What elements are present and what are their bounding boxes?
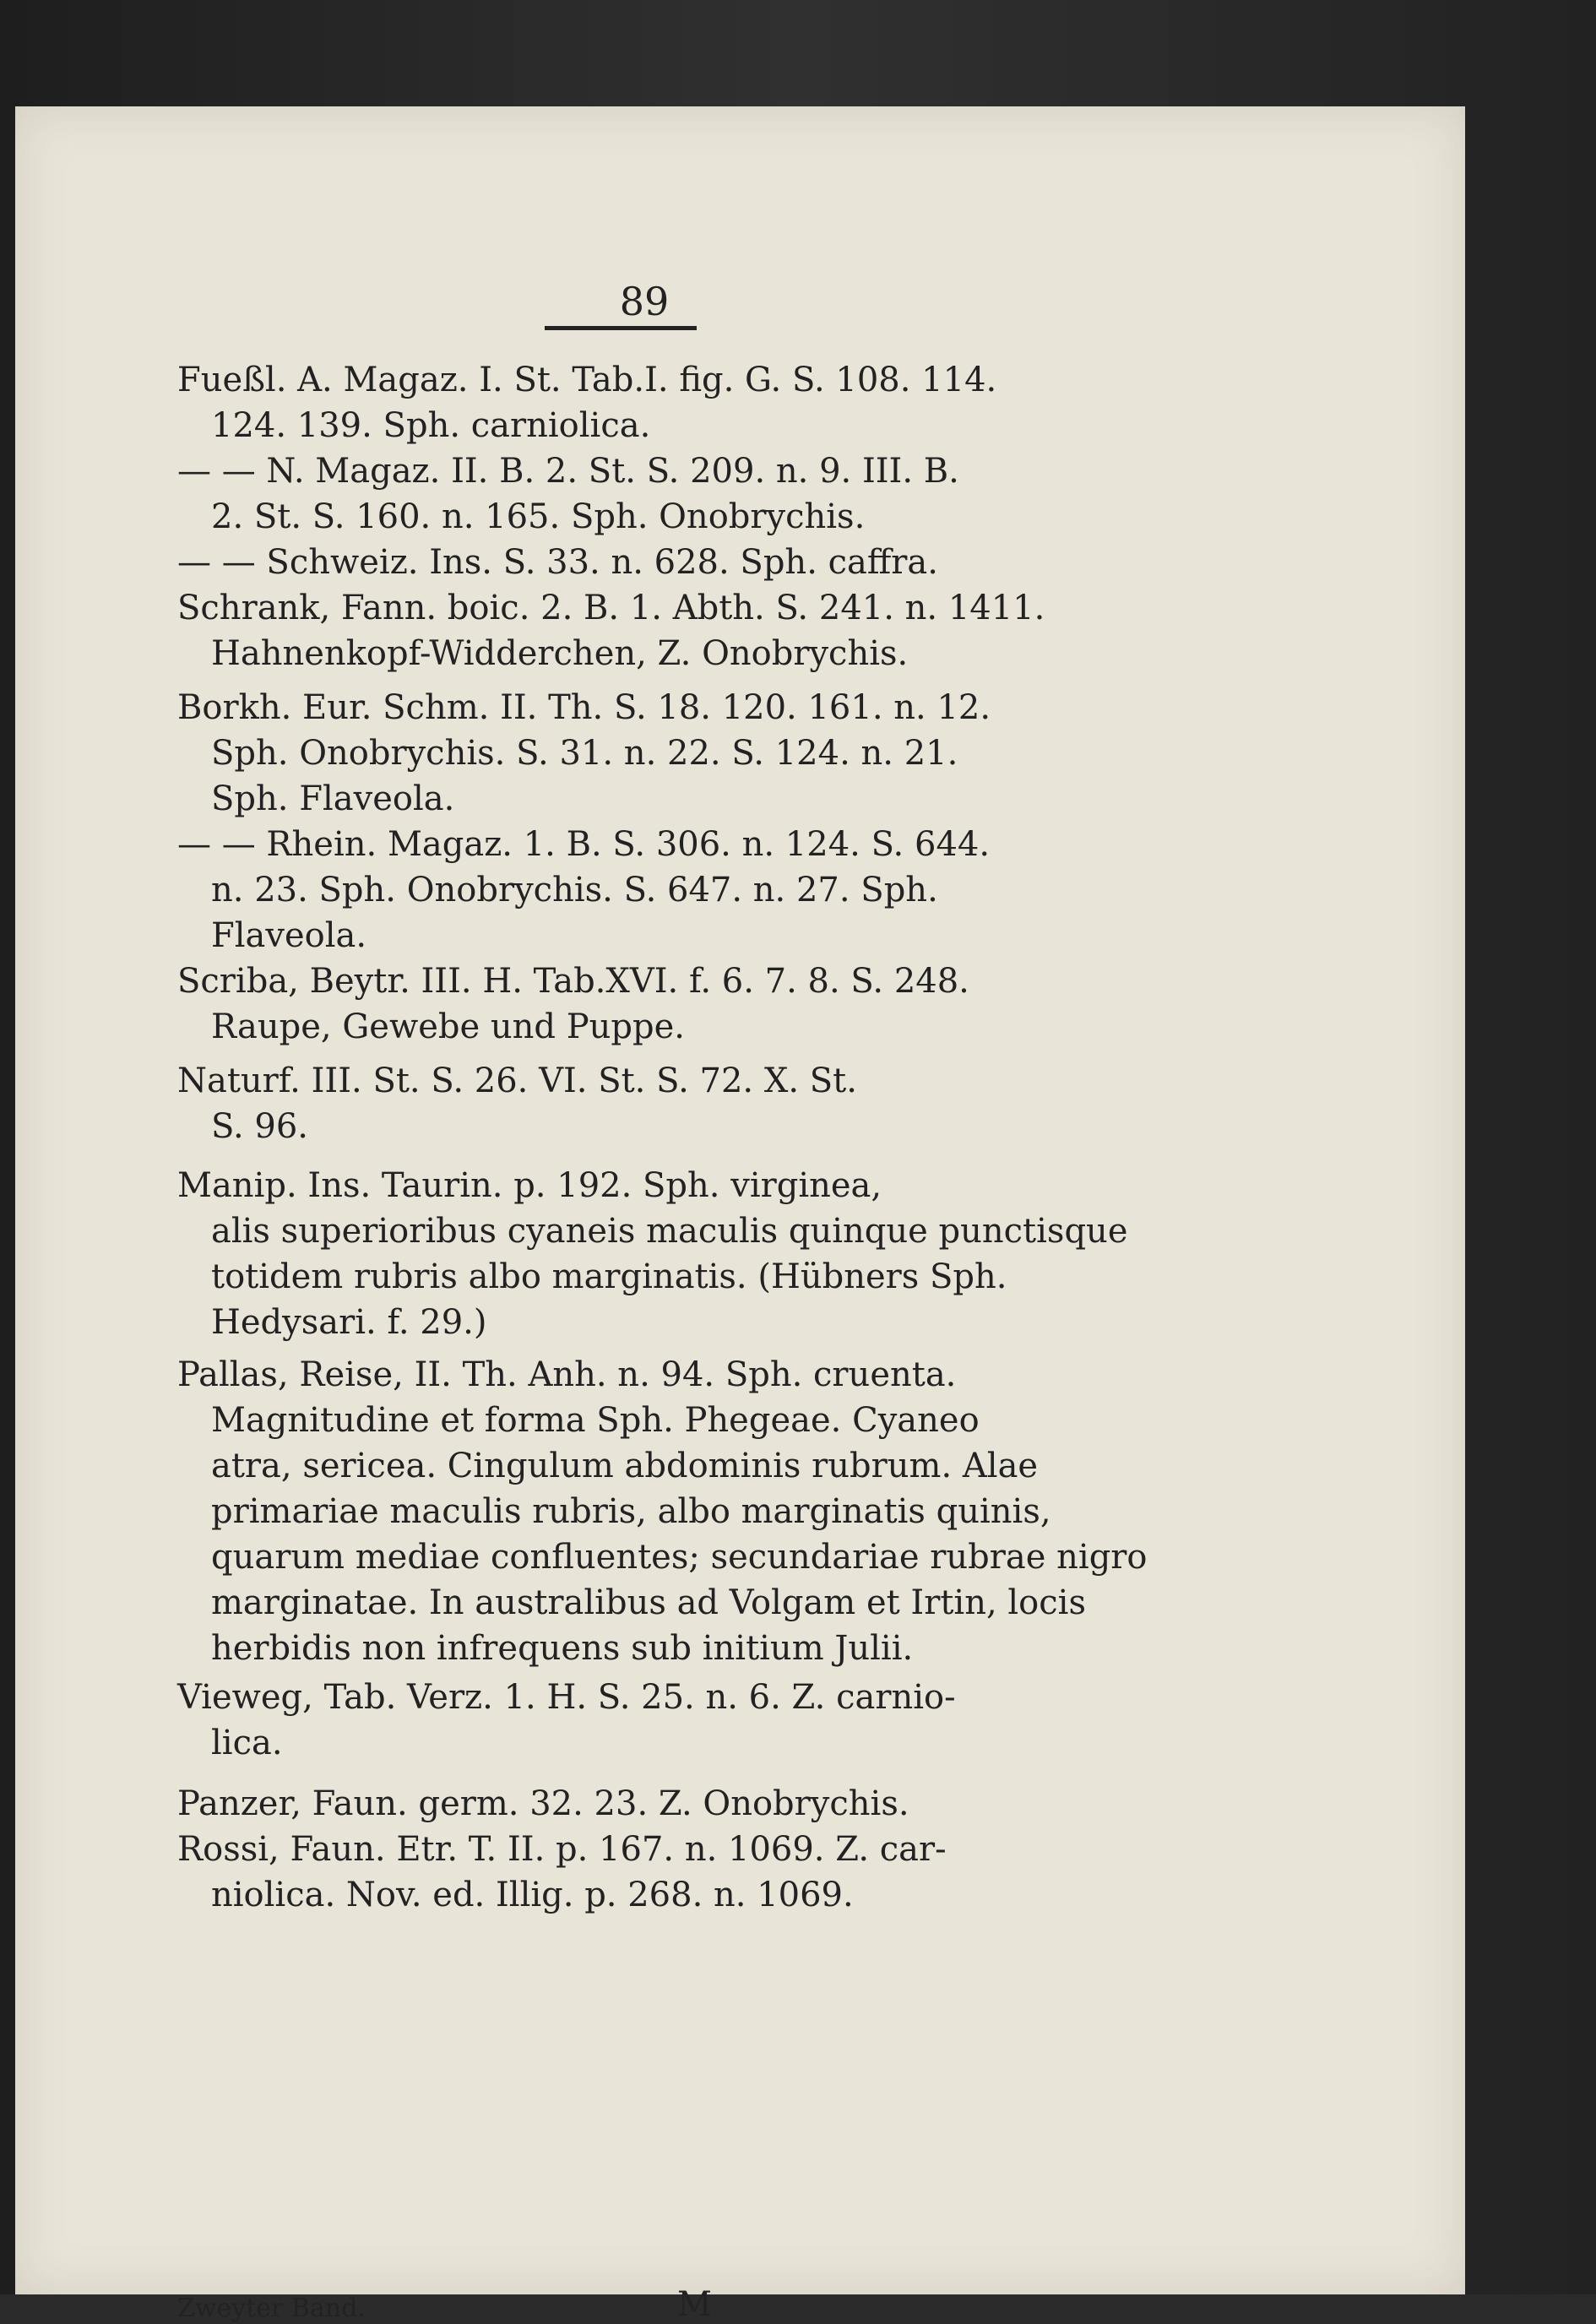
entry-line: Vieweg, Tab. Verz. 1. H. S. 25. n. 6. Z. carnio-	[177, 1678, 956, 1717]
entry-line: Rossi, Faun. Etr. T. II. p. 167. n. 1069. Z. car-	[177, 1830, 947, 1869]
entry-line: 124. 139. Sph. carniolica.	[211, 406, 651, 445]
entry-line: 2. St. S. 160. n. 165. Sph. Onobrychis.	[211, 497, 866, 536]
entry-line: Sph. Flaveola.	[211, 779, 455, 818]
entry-line: n. 23. Sph. Onobrychis. S. 647. n. 27. Sph.	[211, 871, 938, 910]
entry-line: Magnitudine et forma Sph. Phegeae. Cyaneo	[211, 1401, 980, 1440]
entry-line: Pallas, Reise, II. Th. Anh. n. 94. Sph. cruenta.	[177, 1355, 957, 1394]
entry-line: — — Rhein. Magaz. 1. B. S. 306. n. 124. S. 644.	[177, 825, 991, 864]
entry-line: Hahnenkopf-Widderchen, Z. Onobrychis.	[211, 634, 909, 673]
entry-line: marginatae. In australibus ad Volgam et Irtin, locis	[211, 1583, 1086, 1622]
entry-line: Schrank, Fann. boic. 2. B. 1. Abth. S. 241. n. 1411.	[177, 589, 1045, 627]
entry-line: niolica. Nov. ed. Illig. p. 268. n. 1069.	[211, 1876, 854, 1914]
entry-line: lica.	[211, 1724, 283, 1762]
entry-line: Panzer, Faun. germ. 32. 23. Z. Onobrychis.	[177, 1784, 909, 1823]
entry-line: — — Schweiz. Ins. S. 33. n. 628. Sph. caffra.	[177, 543, 938, 582]
entry-line: Naturf. III. St. S. 26. VI. St. S. 72. X. St.	[177, 1062, 857, 1100]
entry-line: Borkh. Eur. Schm. II. Th. S. 18. 120. 161. n. 12.	[177, 688, 991, 727]
entry-line: herbidis non infrequens sub initium Julii.	[211, 1629, 914, 1668]
entry-line: — — N. Magaz. II. B. 2. St. S. 209. n. 9. III. B.	[177, 452, 959, 491]
entry-line: quarum mediae confluentes; secundariae rubrae nigro	[211, 1538, 1148, 1577]
entry-line: Manip. Ins. Taurin. p. 192. Sph. virginea,	[177, 1166, 882, 1205]
page-number-rule	[545, 326, 697, 330]
entry-line: totidem rubris albo marginatis. (Hübners Sph.	[211, 1257, 1007, 1296]
page-text	[15, 106, 1465, 2324]
entry-line: S. 96.	[211, 1107, 309, 1146]
page-number: 89	[619, 279, 670, 324]
entry-line: Raupe, Gewebe und Puppe.	[211, 1007, 685, 1046]
entry-line: Flaveola.	[211, 916, 367, 955]
signature-mark: Zweyter Band.	[177, 2294, 366, 2323]
entry-line: Fueßl. A. Magaz. I. St. Tab.I. fig. G. S. 108. 114.	[177, 361, 997, 399]
entry-line: primariae maculis rubris, albo marginatis quinis,	[211, 1492, 1051, 1531]
book-page	[15, 106, 1465, 2324]
catchword: M	[677, 2285, 712, 2324]
entry-line: Sph. Onobrychis. S. 31. n. 22. S. 124. n. 21.	[211, 734, 958, 773]
entry-line: Scriba, Beytr. III. H. Tab.XVI. f. 6. 7. 8. S. 248.	[177, 962, 969, 1001]
entry-line: Hedysari. f. 29.)	[211, 1303, 487, 1342]
entry-line: alis superioribus cyaneis maculis quinque punctisque	[211, 1212, 1128, 1251]
entry-line: atra, sericea. Cingulum abdominis rubrum. Alae	[211, 1447, 1039, 1485]
